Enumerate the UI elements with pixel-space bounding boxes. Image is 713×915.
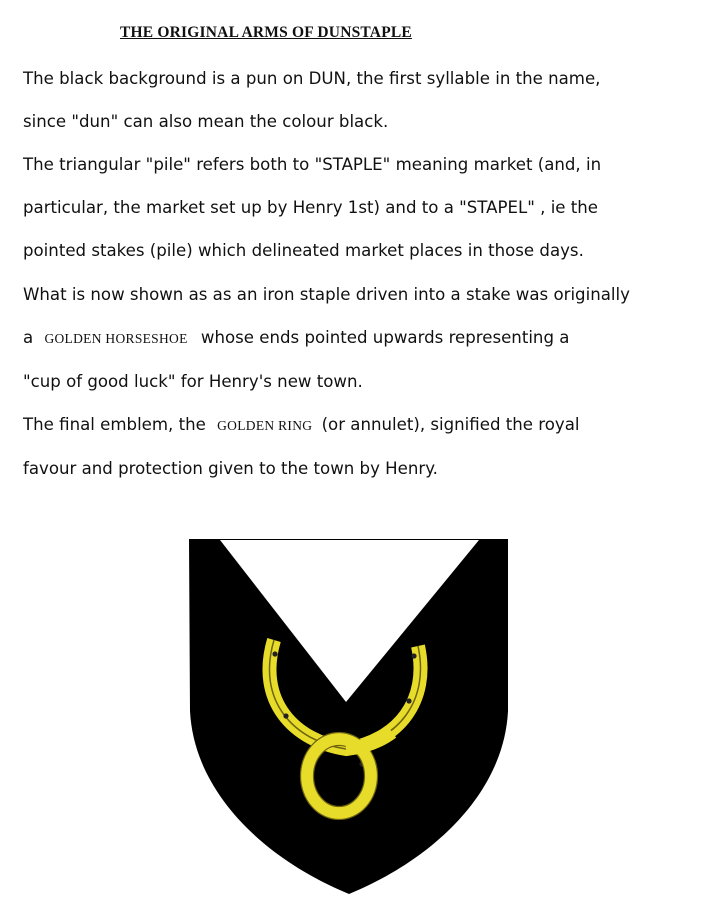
line-7-suffix: whose ends pointed upwards representing a [200,328,570,347]
paragraph-line-5: pointed stakes (pile) which delineated market places in those days. [23,241,584,260]
line-9-prefix: The final emblem, the [23,415,206,434]
paragraph-line-6: What is now shown as as an iron staple driven into a stake was originally [23,285,630,304]
paragraph-line-8: "cup of good luck" for Henry's new town. [23,372,363,391]
paragraph-line-4: particular, the market set up by Henry 1st) and to a "STAPEL" , ie the [23,198,599,217]
coat-of-arms-shield [186,536,512,896]
paragraph-line-7 [23,327,569,350]
paragraph-line-10: favour and protection given to the town by Henry. [23,459,438,478]
document-title: THE ORIGINAL ARMS OF DUNSTAPLE [120,24,412,41]
line-7-prefix: a [23,328,34,347]
paragraph-line-2: since "dun" can also mean the colour black. [23,112,389,131]
paragraph-line-9 [23,414,579,437]
golden-ring-text: GOLDEN RING [217,418,313,433]
paragraph-line-3: The triangular "pile" refers both to "STAPLE" meaning market (and, in [23,155,602,174]
line-9-suffix: (or annulet), signified the royal [321,415,580,434]
paragraph-line-1: The black background is a pun on DUN, the first syllable in the name, [23,69,601,88]
golden-horseshoe-text: GOLDEN HORSESHOE [44,331,188,346]
